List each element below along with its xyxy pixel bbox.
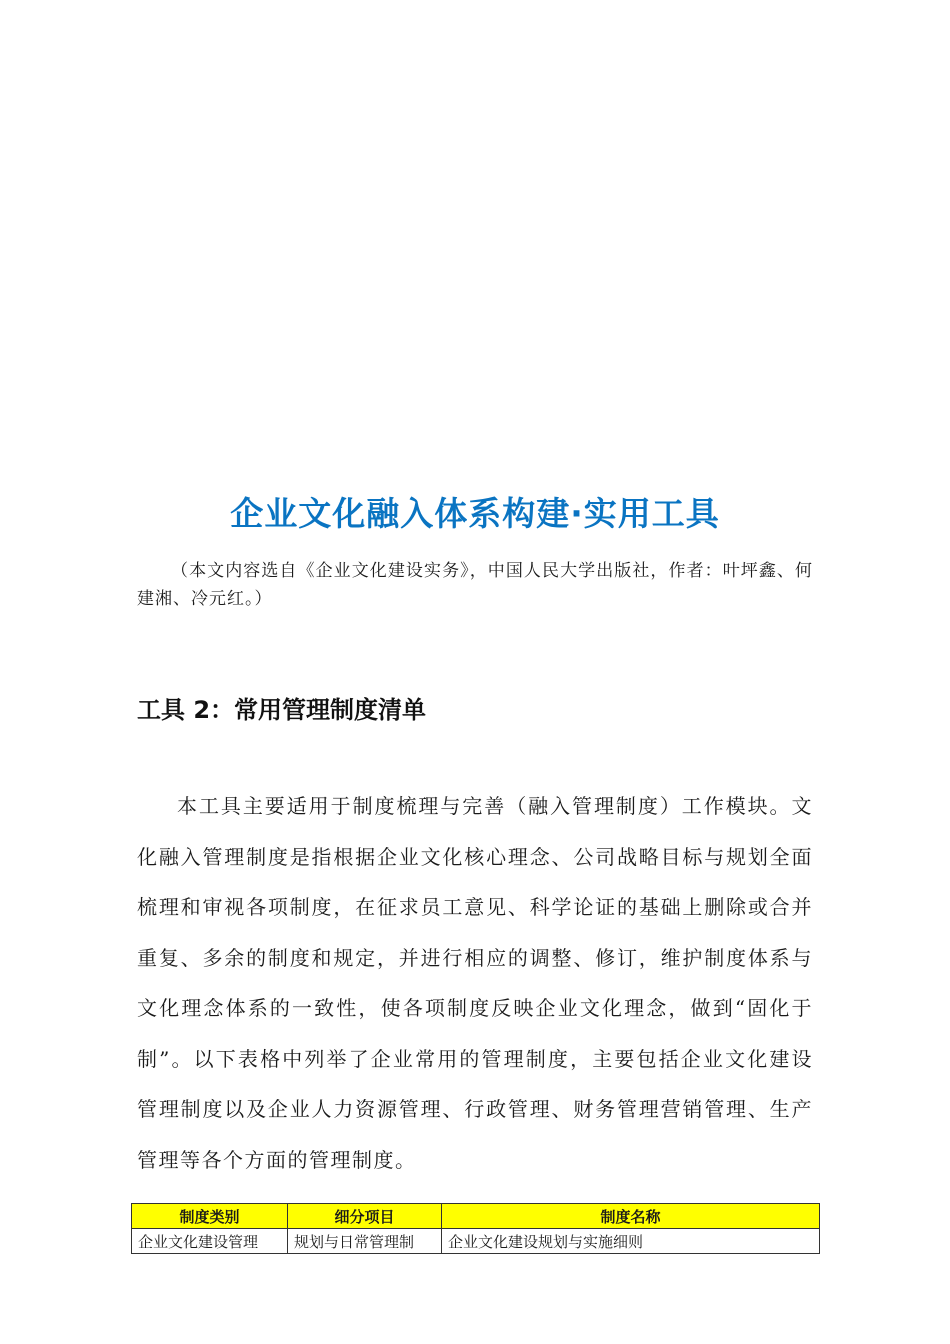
table-header-row bbox=[132, 1204, 820, 1229]
document-title: 企业文化融入体系构建·实用工具 bbox=[230, 494, 720, 534]
management-system-table bbox=[131, 1203, 820, 1254]
source-note: （本文内容选自《企业文化建设实务》，中国人民大学出版社，作者：叶坪鑫、何建湘、冷元红。） bbox=[137, 561, 813, 609]
cell-category: 企业文化建设管理 bbox=[132, 1229, 288, 1254]
cell-subitem: 规划与日常管理制 bbox=[288, 1229, 442, 1254]
header-system-name: 制度名称 bbox=[442, 1204, 820, 1229]
header-subitem: 细分项目 bbox=[288, 1204, 442, 1229]
body-paragraph: 本工具主要适用于制度梳理与完善（融入管理制度）工作模块。文化融入管理制度是指根据企业文化核心理念、公司战略目标与规划全面梳理和审视各项制度，在征求员工意见、科学论证的基础上删除或合并重复、多余的制度和规定，并进行相应的调整、修订，维护制度体系与文化理念体系的一致性，使各项制度反映企业文化理念，做到“固化于制”。以下表格中列举了企业常用的管理制度，主要包括企业文化建设管理制度以及企业人力资源管理、行政管理、财务管理营销管理、生产管理等各个方面的管理制度。 bbox=[137, 794, 813, 1172]
section-heading: 工具 2：常用管理制度清单 bbox=[137, 695, 427, 724]
header-category: 制度类别 bbox=[132, 1204, 288, 1229]
table-row bbox=[132, 1229, 820, 1254]
cell-system-name: 企业文化建设规划与实施细则 bbox=[442, 1229, 820, 1254]
